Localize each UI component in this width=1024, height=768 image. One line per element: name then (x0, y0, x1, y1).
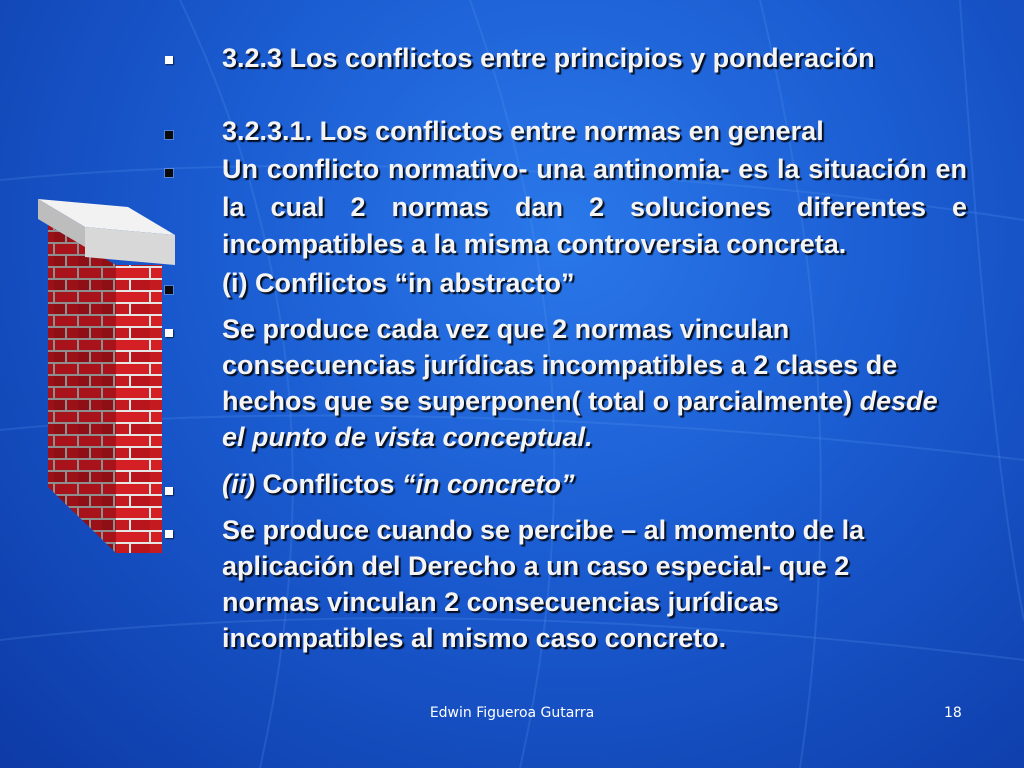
concrete-conflict-text: Se produce cuando se percibe – al momento de la aplicación del Derecho a un caso especial- que 2 normas vinculan 2 consecuencias jurídicas incompatibles al mismo caso concreto. (222, 515, 865, 653)
bullet-icon (165, 329, 173, 337)
slide-subheading: 3.2.3.1. Los conflictos entre normas en general (222, 116, 824, 146)
concrete-conflict-title (222, 466, 967, 504)
concrete-title-quote: “in concreto” (402, 469, 575, 499)
footer-author: Edwin Figueroa Gutarra (429, 705, 595, 721)
brick-wall-image (30, 195, 180, 560)
slide-heading: 3.2.3 Los conflictos entre principios y ponderación (222, 43, 875, 73)
abstract-text-main: Se produce cada vez que 2 normas vinculan consecuencias jurídicas incompatibles a 2 clases de hechos que se superponen( total o parcialmente) (222, 314, 898, 416)
abstract-conflict-text (222, 311, 967, 455)
definition-text: Un conflicto normativo- una antinomia- es la situación en la cual 2 normas dan 2 soluciones diferentes e incompatibles a la misma controversia concreta. (222, 154, 967, 259)
concrete-title-prefix: (ii) (222, 469, 255, 499)
concrete-title-word: Conflictos (255, 469, 402, 499)
bullet-icon (165, 487, 173, 495)
abstract-conflict-title: (i) Conflictos “in abstracto” (222, 268, 575, 298)
bullet-icon (165, 56, 173, 64)
bullet-icon (165, 131, 173, 139)
bullet-icon (165, 169, 173, 177)
bullet-icon (165, 286, 173, 294)
page-number: 18 (944, 705, 962, 721)
abstract-text-emphasis: desde el punto de vista conceptual. (222, 386, 938, 452)
bullet-icon (165, 530, 173, 538)
